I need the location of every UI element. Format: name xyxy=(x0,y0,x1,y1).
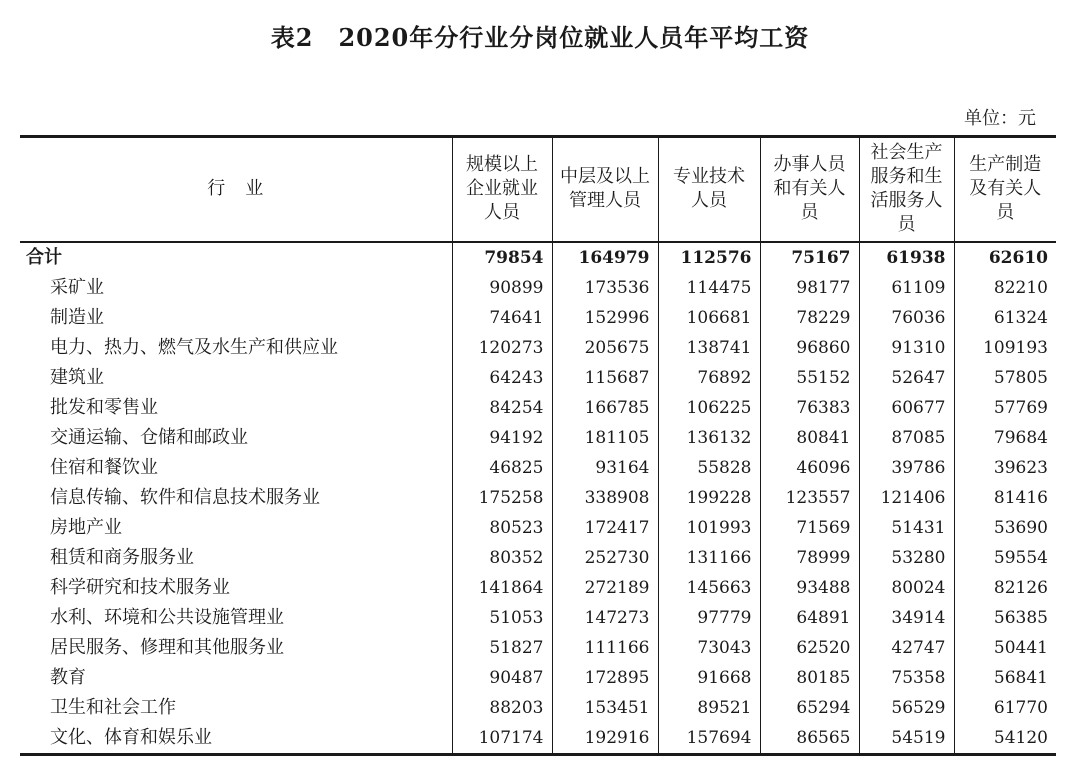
table-row xyxy=(20,393,1056,423)
table-row xyxy=(20,543,1056,573)
cell-value: 89521 xyxy=(658,693,760,723)
row-name: 租赁和商务服务业 xyxy=(50,546,194,568)
cell-value: 79854 xyxy=(452,242,552,273)
table-row xyxy=(20,603,1056,633)
cell-value: 34914 xyxy=(859,603,954,633)
cell-value: 115687 xyxy=(552,363,658,393)
cell-value: 80185 xyxy=(760,663,859,693)
row-name: 采矿业 xyxy=(50,276,104,298)
table-row xyxy=(20,303,1056,333)
cell-value: 73043 xyxy=(658,633,760,663)
table-row xyxy=(20,663,1056,693)
cell-value: 57769 xyxy=(954,393,1056,423)
cell-value: 141864 xyxy=(452,573,552,603)
cell-value: 79684 xyxy=(954,423,1056,453)
cell-value: 78999 xyxy=(760,543,859,573)
cell-value: 107174 xyxy=(452,723,552,755)
column-header-enterprise-employees: 规模以上企业就业人员 xyxy=(452,137,552,242)
cell-value: 121406 xyxy=(859,483,954,513)
cell-value: 88203 xyxy=(452,693,552,723)
cell-value: 80841 xyxy=(760,423,859,453)
cell-value: 55152 xyxy=(760,363,859,393)
cell-value: 82126 xyxy=(954,573,1056,603)
cell-value: 157694 xyxy=(658,723,760,755)
row-name: 住宿和餐饮业 xyxy=(50,456,158,478)
cell-value: 64891 xyxy=(760,603,859,633)
cell-value: 164979 xyxy=(552,242,658,273)
cell-value: 98177 xyxy=(760,273,859,303)
cell-value: 54519 xyxy=(859,723,954,755)
cell-value: 53690 xyxy=(954,513,1056,543)
cell-value: 81416 xyxy=(954,483,1056,513)
cell-value: 75358 xyxy=(859,663,954,693)
row-name: 居民服务、修理和其他服务业 xyxy=(50,636,284,658)
row-name: 电力、热力、燃气及水生产和供应业 xyxy=(50,336,338,358)
cell-value: 252730 xyxy=(552,543,658,573)
cell-value: 76383 xyxy=(760,393,859,423)
cell-value: 131166 xyxy=(658,543,760,573)
cell-value: 172895 xyxy=(552,663,658,693)
table-title: 表2 2020年分行业分岗位就业人员年平均工资 xyxy=(270,23,810,52)
cell-value: 205675 xyxy=(552,333,658,363)
row-name: 科学研究和技术服务业 xyxy=(50,576,230,598)
cell-value: 61324 xyxy=(954,303,1056,333)
cell-value: 55828 xyxy=(658,453,760,483)
cell-value: 39623 xyxy=(954,453,1056,483)
cell-value: 175258 xyxy=(452,483,552,513)
row-name: 水利、环境和公共设施管理业 xyxy=(50,606,284,628)
cell-value: 61938 xyxy=(859,242,954,273)
cell-value: 52647 xyxy=(859,363,954,393)
row-name: 教育 xyxy=(50,666,86,688)
cell-value: 173536 xyxy=(552,273,658,303)
table-row xyxy=(20,333,1056,363)
header-row xyxy=(20,137,1056,242)
total-row xyxy=(20,242,1056,273)
cell-value: 106681 xyxy=(658,303,760,333)
cell-value: 106225 xyxy=(658,393,760,423)
cell-value: 57805 xyxy=(954,363,1056,393)
cell-value: 112576 xyxy=(658,242,760,273)
cell-value: 51053 xyxy=(452,603,552,633)
cell-value: 192916 xyxy=(552,723,658,755)
wage-table xyxy=(20,135,1056,756)
cell-value: 111166 xyxy=(552,633,658,663)
row-name: 信息传输、软件和信息技术服务业 xyxy=(50,486,320,508)
column-header-clerks: 办事人员和有关人员 xyxy=(760,137,859,242)
cell-value: 82210 xyxy=(954,273,1056,303)
cell-value: 272189 xyxy=(552,573,658,603)
cell-value: 166785 xyxy=(552,393,658,423)
row-name: 合计 xyxy=(26,246,62,268)
cell-value: 114475 xyxy=(658,273,760,303)
row-name: 制造业 xyxy=(50,306,104,328)
cell-value: 87085 xyxy=(859,423,954,453)
table-row xyxy=(20,273,1056,303)
column-header-industry: 行 业 xyxy=(20,137,452,242)
cell-value: 80024 xyxy=(859,573,954,603)
cell-value: 109193 xyxy=(954,333,1056,363)
cell-value: 59554 xyxy=(954,543,1056,573)
cell-value: 76036 xyxy=(859,303,954,333)
cell-value: 71569 xyxy=(760,513,859,543)
row-name: 卫生和社会工作 xyxy=(50,696,176,718)
cell-value: 90899 xyxy=(452,273,552,303)
table-row xyxy=(20,573,1056,603)
table-row xyxy=(20,363,1056,393)
cell-value: 172417 xyxy=(552,513,658,543)
cell-value: 75167 xyxy=(760,242,859,273)
cell-value: 145663 xyxy=(658,573,760,603)
table-row xyxy=(20,423,1056,453)
cell-value: 46096 xyxy=(760,453,859,483)
cell-value: 56529 xyxy=(859,693,954,723)
cell-value: 39786 xyxy=(859,453,954,483)
table-row xyxy=(20,633,1056,663)
cell-value: 338908 xyxy=(552,483,658,513)
table-row xyxy=(20,483,1056,513)
column-header-service-workers: 社会生产服务和生活服务人员 xyxy=(859,137,954,242)
column-header-professionals: 专业技术人员 xyxy=(658,137,760,242)
table-row xyxy=(20,693,1056,723)
cell-value: 181105 xyxy=(552,423,658,453)
cell-value: 80523 xyxy=(452,513,552,543)
cell-value: 147273 xyxy=(552,603,658,633)
cell-value: 91668 xyxy=(658,663,760,693)
cell-value: 93164 xyxy=(552,453,658,483)
cell-value: 60677 xyxy=(859,393,954,423)
column-header-production-workers: 生产制造及有关人员 xyxy=(954,137,1056,242)
row-name: 批发和零售业 xyxy=(50,396,158,418)
cell-value: 56385 xyxy=(954,603,1056,633)
cell-value: 97779 xyxy=(658,603,760,633)
cell-value: 62520 xyxy=(760,633,859,663)
cell-value: 91310 xyxy=(859,333,954,363)
row-name: 交通运输、仓储和邮政业 xyxy=(50,426,248,448)
cell-value: 42747 xyxy=(859,633,954,663)
cell-value: 123557 xyxy=(760,483,859,513)
cell-value: 80352 xyxy=(452,543,552,573)
cell-value: 90487 xyxy=(452,663,552,693)
table-body xyxy=(20,242,1056,755)
cell-value: 53280 xyxy=(859,543,954,573)
cell-value: 50441 xyxy=(954,633,1056,663)
cell-value: 54120 xyxy=(954,723,1056,755)
table-row xyxy=(20,723,1056,755)
cell-value: 120273 xyxy=(452,333,552,363)
cell-value: 199228 xyxy=(658,483,760,513)
cell-value: 136132 xyxy=(658,423,760,453)
cell-value: 65294 xyxy=(760,693,859,723)
row-name: 文化、体育和娱乐业 xyxy=(20,723,452,755)
cell-value: 152996 xyxy=(552,303,658,333)
cell-value: 74641 xyxy=(452,303,552,333)
row-name: 房地产业 xyxy=(50,516,122,538)
cell-value: 93488 xyxy=(760,573,859,603)
table-row xyxy=(20,453,1056,483)
cell-value: 64243 xyxy=(452,363,552,393)
cell-value: 61770 xyxy=(954,693,1056,723)
cell-value: 138741 xyxy=(658,333,760,363)
cell-value: 84254 xyxy=(452,393,552,423)
cell-value: 153451 xyxy=(552,693,658,723)
row-name: 建筑业 xyxy=(50,366,104,388)
column-header-managers: 中层及以上管理人员 xyxy=(552,137,658,242)
cell-value: 61109 xyxy=(859,273,954,303)
cell-value: 78229 xyxy=(760,303,859,333)
cell-value: 94192 xyxy=(452,423,552,453)
cell-value: 51827 xyxy=(452,633,552,663)
unit-label: 单位：元 xyxy=(964,108,1036,129)
table-row xyxy=(20,513,1056,543)
cell-value: 86565 xyxy=(760,723,859,755)
cell-value: 46825 xyxy=(452,453,552,483)
cell-value: 62610 xyxy=(954,242,1056,273)
cell-value: 51431 xyxy=(859,513,954,543)
cell-value: 76892 xyxy=(658,363,760,393)
cell-value: 56841 xyxy=(954,663,1056,693)
cell-value: 96860 xyxy=(760,333,859,363)
cell-value: 101993 xyxy=(658,513,760,543)
